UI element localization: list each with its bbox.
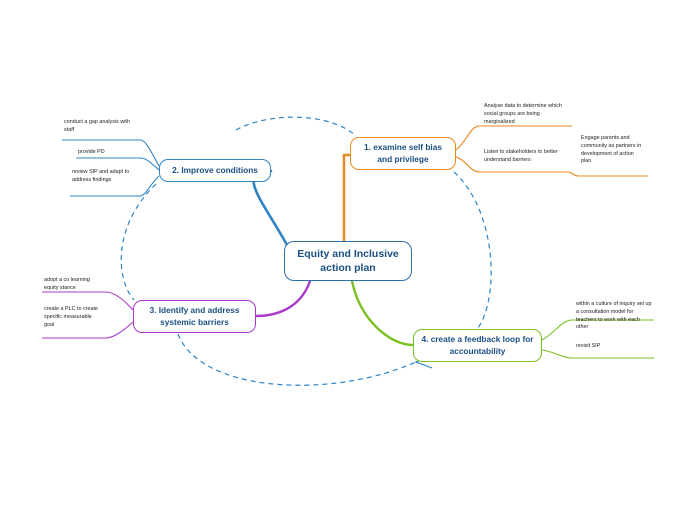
branch-node-label: 4. create a feedback loop for accountability (421, 334, 534, 356)
relationship-arc-right (454, 172, 491, 328)
leaf-node-revisit-sip[interactable]: revisit SIP (576, 343, 601, 349)
connector-branch1-to-leaf-b1b (456, 157, 480, 172)
branch-node-feedback-loop[interactable] (413, 329, 542, 362)
branch-node-examine-self-bias[interactable] (350, 137, 456, 170)
relationship-arc-top (236, 117, 356, 136)
connector-branch1-to-leaf-b1c (568, 172, 578, 176)
central-node-label: Equity and Inclusive action plan (297, 247, 399, 274)
leaf-node-gap-analysis[interactable]: conduct a gap analysis with staff (64, 119, 130, 133)
connector-branch1-to-leaf-b1a (456, 126, 480, 150)
leaf-node-culture-of-inquiry[interactable]: within a culture of inquiry set up a consultation model for teachers to work with each other (576, 301, 652, 331)
relationship-arc-bottom (178, 334, 416, 385)
branch-node-label: 2. Improve conditions (172, 164, 258, 175)
leaf-node-listen-stakeholders[interactable]: Listen to stakeholders to better understand barriers (484, 149, 558, 163)
connector-branch3-to-leaf-b3a (106, 292, 133, 310)
branch-node-label: 1. examine self bias and privilege (364, 142, 442, 164)
connector-branch3-to-leaf-b3b (106, 322, 133, 338)
leaf-node-review-sip[interactable]: review SIP and adapt to address findings (72, 169, 130, 183)
connector-branch2-to-leaf-b2c (140, 176, 159, 196)
connector-central-to-branch4 (352, 281, 413, 345)
leaf-node-provide-pd[interactable]: provide PD (78, 149, 105, 155)
connector-central-to-branch3 (256, 281, 310, 316)
central-node[interactable] (284, 241, 412, 281)
leaf-node-create-plc[interactable]: create a PLC to create specific measurable goal (44, 306, 98, 328)
relationship-arc-left (121, 184, 156, 300)
branch-node-label: 3. Identify and address systemic barriers (149, 305, 240, 327)
leaf-node-engage-parents[interactable]: Engage parents and community as partners in development of action plan (581, 135, 642, 165)
branch-node-improve-conditions[interactable] (159, 159, 271, 182)
connector-branch2-to-leaf-b2a (140, 140, 159, 166)
connector-central-to-branch2 (254, 171, 287, 245)
branch-node-identify-barriers[interactable] (133, 300, 256, 333)
connector-central-to-branch1 (344, 155, 350, 241)
leaf-node-co-learning-stance[interactable]: adopt a co learning equity stance (44, 277, 90, 291)
leaf-node-analyse-data[interactable]: Analyse data to determine which social groups are being marginalized (484, 103, 562, 125)
connector-branch4-to-leaf-b4a (542, 320, 572, 340)
connector-branch4-to-leaf-b4b (542, 350, 572, 358)
connector-branch2-to-leaf-b2b (140, 158, 159, 170)
